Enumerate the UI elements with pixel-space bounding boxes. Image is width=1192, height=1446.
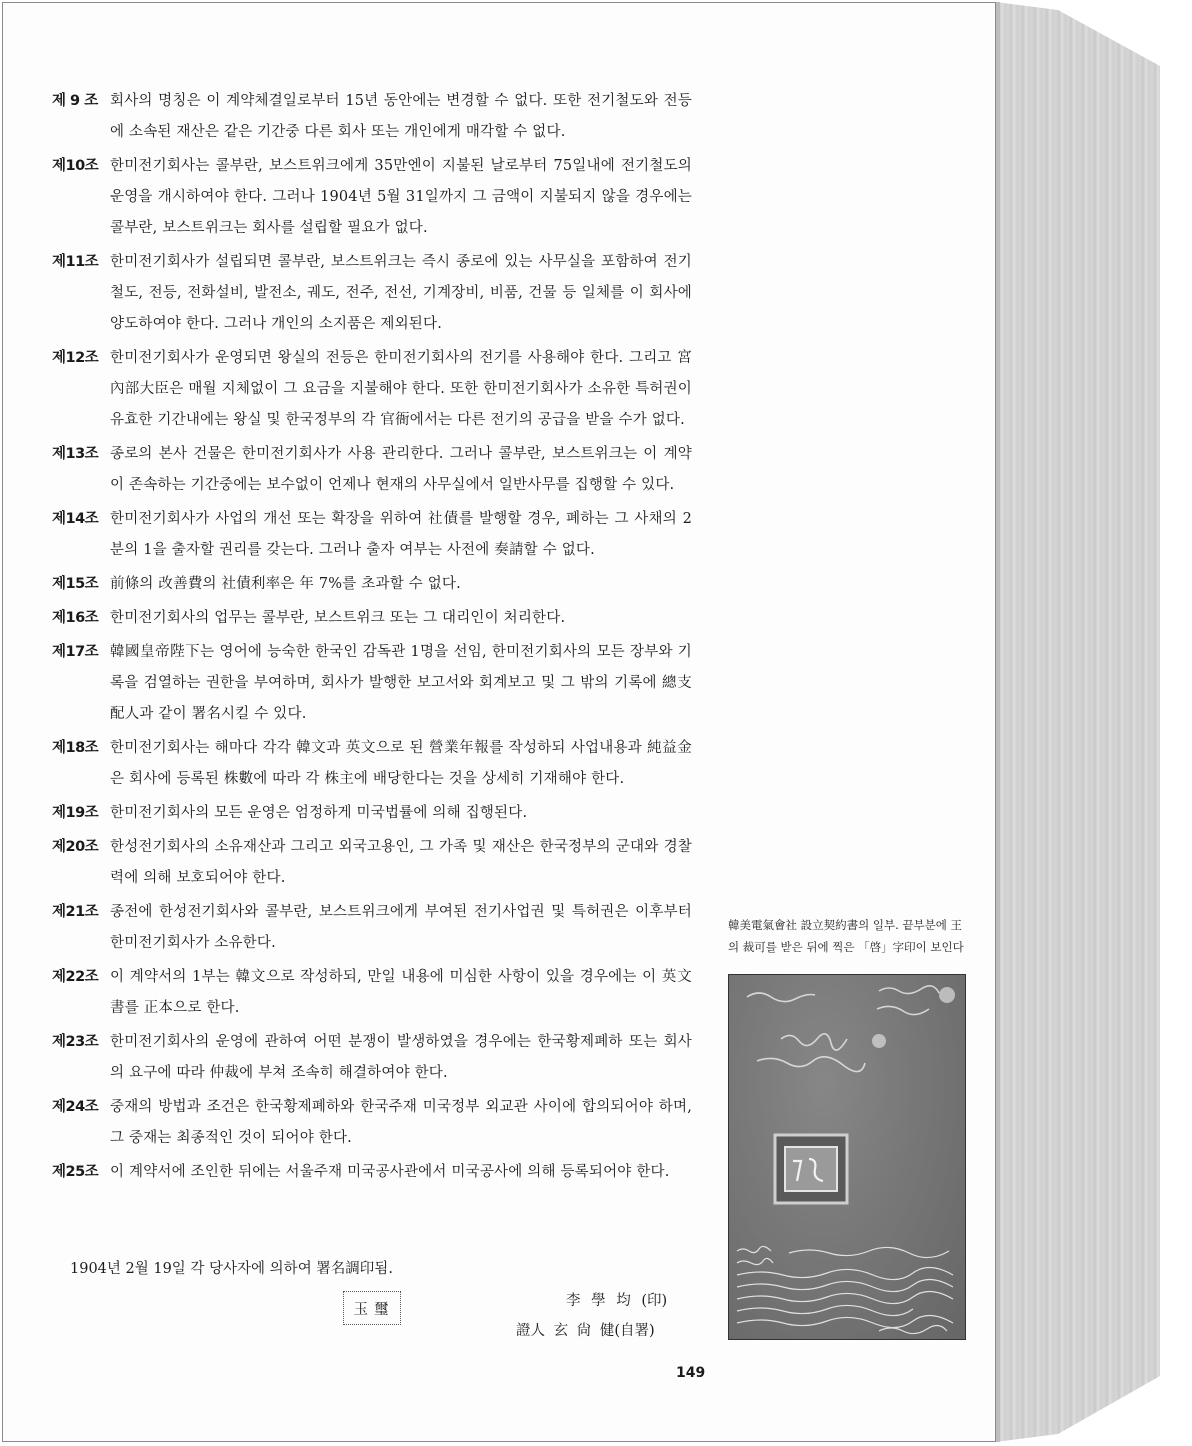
- article-row: [52, 798, 692, 829]
- article-number: 제11조: [52, 254, 99, 270]
- article-row: [52, 897, 692, 959]
- article-text: 前條의 改善費의 社債利率은 年 7%를 초과할 수 없다.: [110, 576, 461, 592]
- article-row: [52, 343, 692, 436]
- signing-date-line: 1904년 2월 19일 각 당사자에 의하여 署名調印됨.: [70, 1261, 393, 1277]
- article-text: 이 계약서의 1부는 韓文으로 작성하되, 만일 내용에 미심한 사항이 있을 경우에는 이 英文書를 正本으로 한다.: [110, 969, 692, 1016]
- article-row: [52, 86, 692, 148]
- article-number: 제10조: [52, 158, 99, 174]
- article-row: [52, 832, 692, 894]
- contract-photo-illustration: [729, 975, 965, 1339]
- article-text: 한미전기회사가 운영되면 왕실의 전등은 한미전기회사의 전기를 사용해야 한다. 그리고 宮內部大臣은 매월 지체없이 그 요금을 지불해야 한다. 또한 한미전기회사가 소유한 특허권이 유효한 기간내에는 왕실 및 한국정부의 각 官衙에서는 다른 전기의 공급을 받을 수가 없다.: [110, 350, 692, 428]
- page-stack-edge: [996, 2, 1160, 1442]
- article-text: 한미전기회사의 모든 운영은 엄정하게 미국법률에 의해 집행된다.: [110, 805, 528, 821]
- contract-document-photo: [728, 974, 966, 1340]
- signer-line: 李 學 均 (印): [566, 1293, 668, 1309]
- article-number: 제24조: [52, 1099, 99, 1115]
- article-row: [52, 1157, 692, 1188]
- article-number: 제18조: [52, 740, 99, 756]
- article-text: 한성전기회사의 소유재산과 그리고 외국고용인, 그 가족 및 재산은 한국정부의 군대와 경찰력에 의해 보호되어야 한다.: [110, 839, 692, 886]
- article-number: 제23조: [52, 1034, 99, 1050]
- article-row: [52, 733, 692, 795]
- article-row: [52, 151, 692, 244]
- article-number: 제20조: [52, 839, 99, 855]
- article-text: 회사의 명칭은 이 계약체결일로부터 15년 동안에는 변경할 수 없다. 또한 전기철도와 전등에 소속된 재산은 같은 기간중 다른 회사 또는 개인에게 매각할 수 없다.: [110, 93, 692, 140]
- article-text: 韓國皇帝陛下는 영어에 능숙한 한국인 감독관 1명을 선임, 한미전기회사의 모든 장부와 기록을 검열하는 권한을 부여하며, 회사가 발행한 보고서와 회계보고 및 그 밖의 기록에 總支配人과 같이 署名시킬 수 있다.: [110, 644, 692, 722]
- article-number: 제17조: [52, 644, 99, 660]
- article-number: 제19조: [52, 805, 99, 821]
- article-row: [52, 247, 692, 340]
- article-number: 제14조: [52, 511, 99, 527]
- article-row: [52, 1027, 692, 1089]
- page-number: 149: [676, 1365, 706, 1381]
- article-list: [52, 86, 692, 1191]
- article-text: 한미전기회사의 업무는 콜부란, 보스트위크 또는 그 대리인이 처리한다.: [110, 610, 566, 626]
- royal-seal-box: 玉璽: [343, 1291, 401, 1325]
- article-text: 종로의 본사 건물은 한미전기회사가 사용 관리한다. 그러나 콜부란, 보스트위크는 이 계약이 존속하는 기간중에는 보수없이 언제나 현재의 사무실에서 일반사무를 집행할 수 있다.: [110, 446, 692, 493]
- photo-caption: 韓美電氣會社 設立契約書의 일부. 끝부분에 王의 裁可를 받은 뒤에 찍은 「啓」字印이 보인다: [728, 918, 964, 954]
- article-row: [52, 962, 692, 1024]
- article-text: 중재의 방법과 조건은 한국황제폐하와 한국주재 미국정부 외교관 사이에 합의되어야 하며, 그 중재는 최종적인 것이 되어야 한다.: [110, 1099, 692, 1146]
- article-number: 제22조: [52, 969, 99, 985]
- article-row: [52, 504, 692, 566]
- article-number: 제25조: [52, 1164, 99, 1180]
- article-row: [52, 1092, 692, 1154]
- page-spine-shadow: [996, 2, 1000, 1442]
- article-number: 제 9 조: [52, 93, 98, 109]
- article-text: 한미전기회사가 설립되면 콜부란, 보스트위크는 즉시 종로에 있는 사무실을 포함하여 전기철도, 전등, 전화설비, 발전소, 궤도, 전주, 전선, 기계장비, 비품, 건물 등 일체를 이 회사에 양도하여야 한다. 그러나 개인의 소지품은 제외된다.: [110, 254, 692, 332]
- article-text: 한미전기회사의 운영에 관하여 어떤 분쟁이 발생하였을 경우에는 한국황제폐하 또는 회사의 요구에 따라 仲裁에 부쳐 조속히 해결하여야 한다.: [110, 1034, 692, 1081]
- article-row: [52, 439, 692, 501]
- article-text: 종전에 한성전기회사와 콜부란, 보스트위크에게 부여된 전기사업권 및 특허권은 이후부터 한미전기회사가 소유한다.: [110, 904, 692, 951]
- article-text: 한미전기회사는 콜부란, 보스트위크에게 35만엔이 지불된 날로부터 75일내에 전기철도의 운영을 개시하여야 한다. 그러나 1904년 5월 31일까지 그 금액이 지불되지 않을 경우에는 콜부란, 보스트위크는 회사를 설립할 필요가 없다.: [110, 158, 692, 236]
- article-text: 한미전기회사는 해마다 각각 韓文과 英文으로 된 營業年報를 작성하되 사업내용과 純益金은 회사에 등록된 株數에 따라 각 株主에 배당한다는 것을 상세히 기재해야 한다.: [110, 740, 692, 787]
- article-number: 제21조: [52, 904, 99, 920]
- article-text: 한미전기회사가 사업의 개선 또는 확장을 위하여 社債를 발행할 경우, 폐하는 그 사채의 2분의 1을 출자할 권리를 갖는다. 그러나 출자 여부는 사전에 奏請할 수 없다.: [110, 511, 692, 558]
- article-number: 제15조: [52, 576, 99, 592]
- article-row: [52, 569, 692, 600]
- article-number: 제12조: [52, 350, 99, 366]
- article-row: [52, 603, 692, 634]
- article-text: 이 계약서에 조인한 뒤에는 서울주재 미국공사관에서 미국공사에 의해 등록되어야 한다.: [110, 1164, 670, 1180]
- article-number: 제16조: [52, 610, 99, 626]
- witness-line: 證人 玄 尙 健(自署): [516, 1323, 655, 1339]
- article-number: 제13조: [52, 446, 99, 462]
- article-row: [52, 637, 692, 730]
